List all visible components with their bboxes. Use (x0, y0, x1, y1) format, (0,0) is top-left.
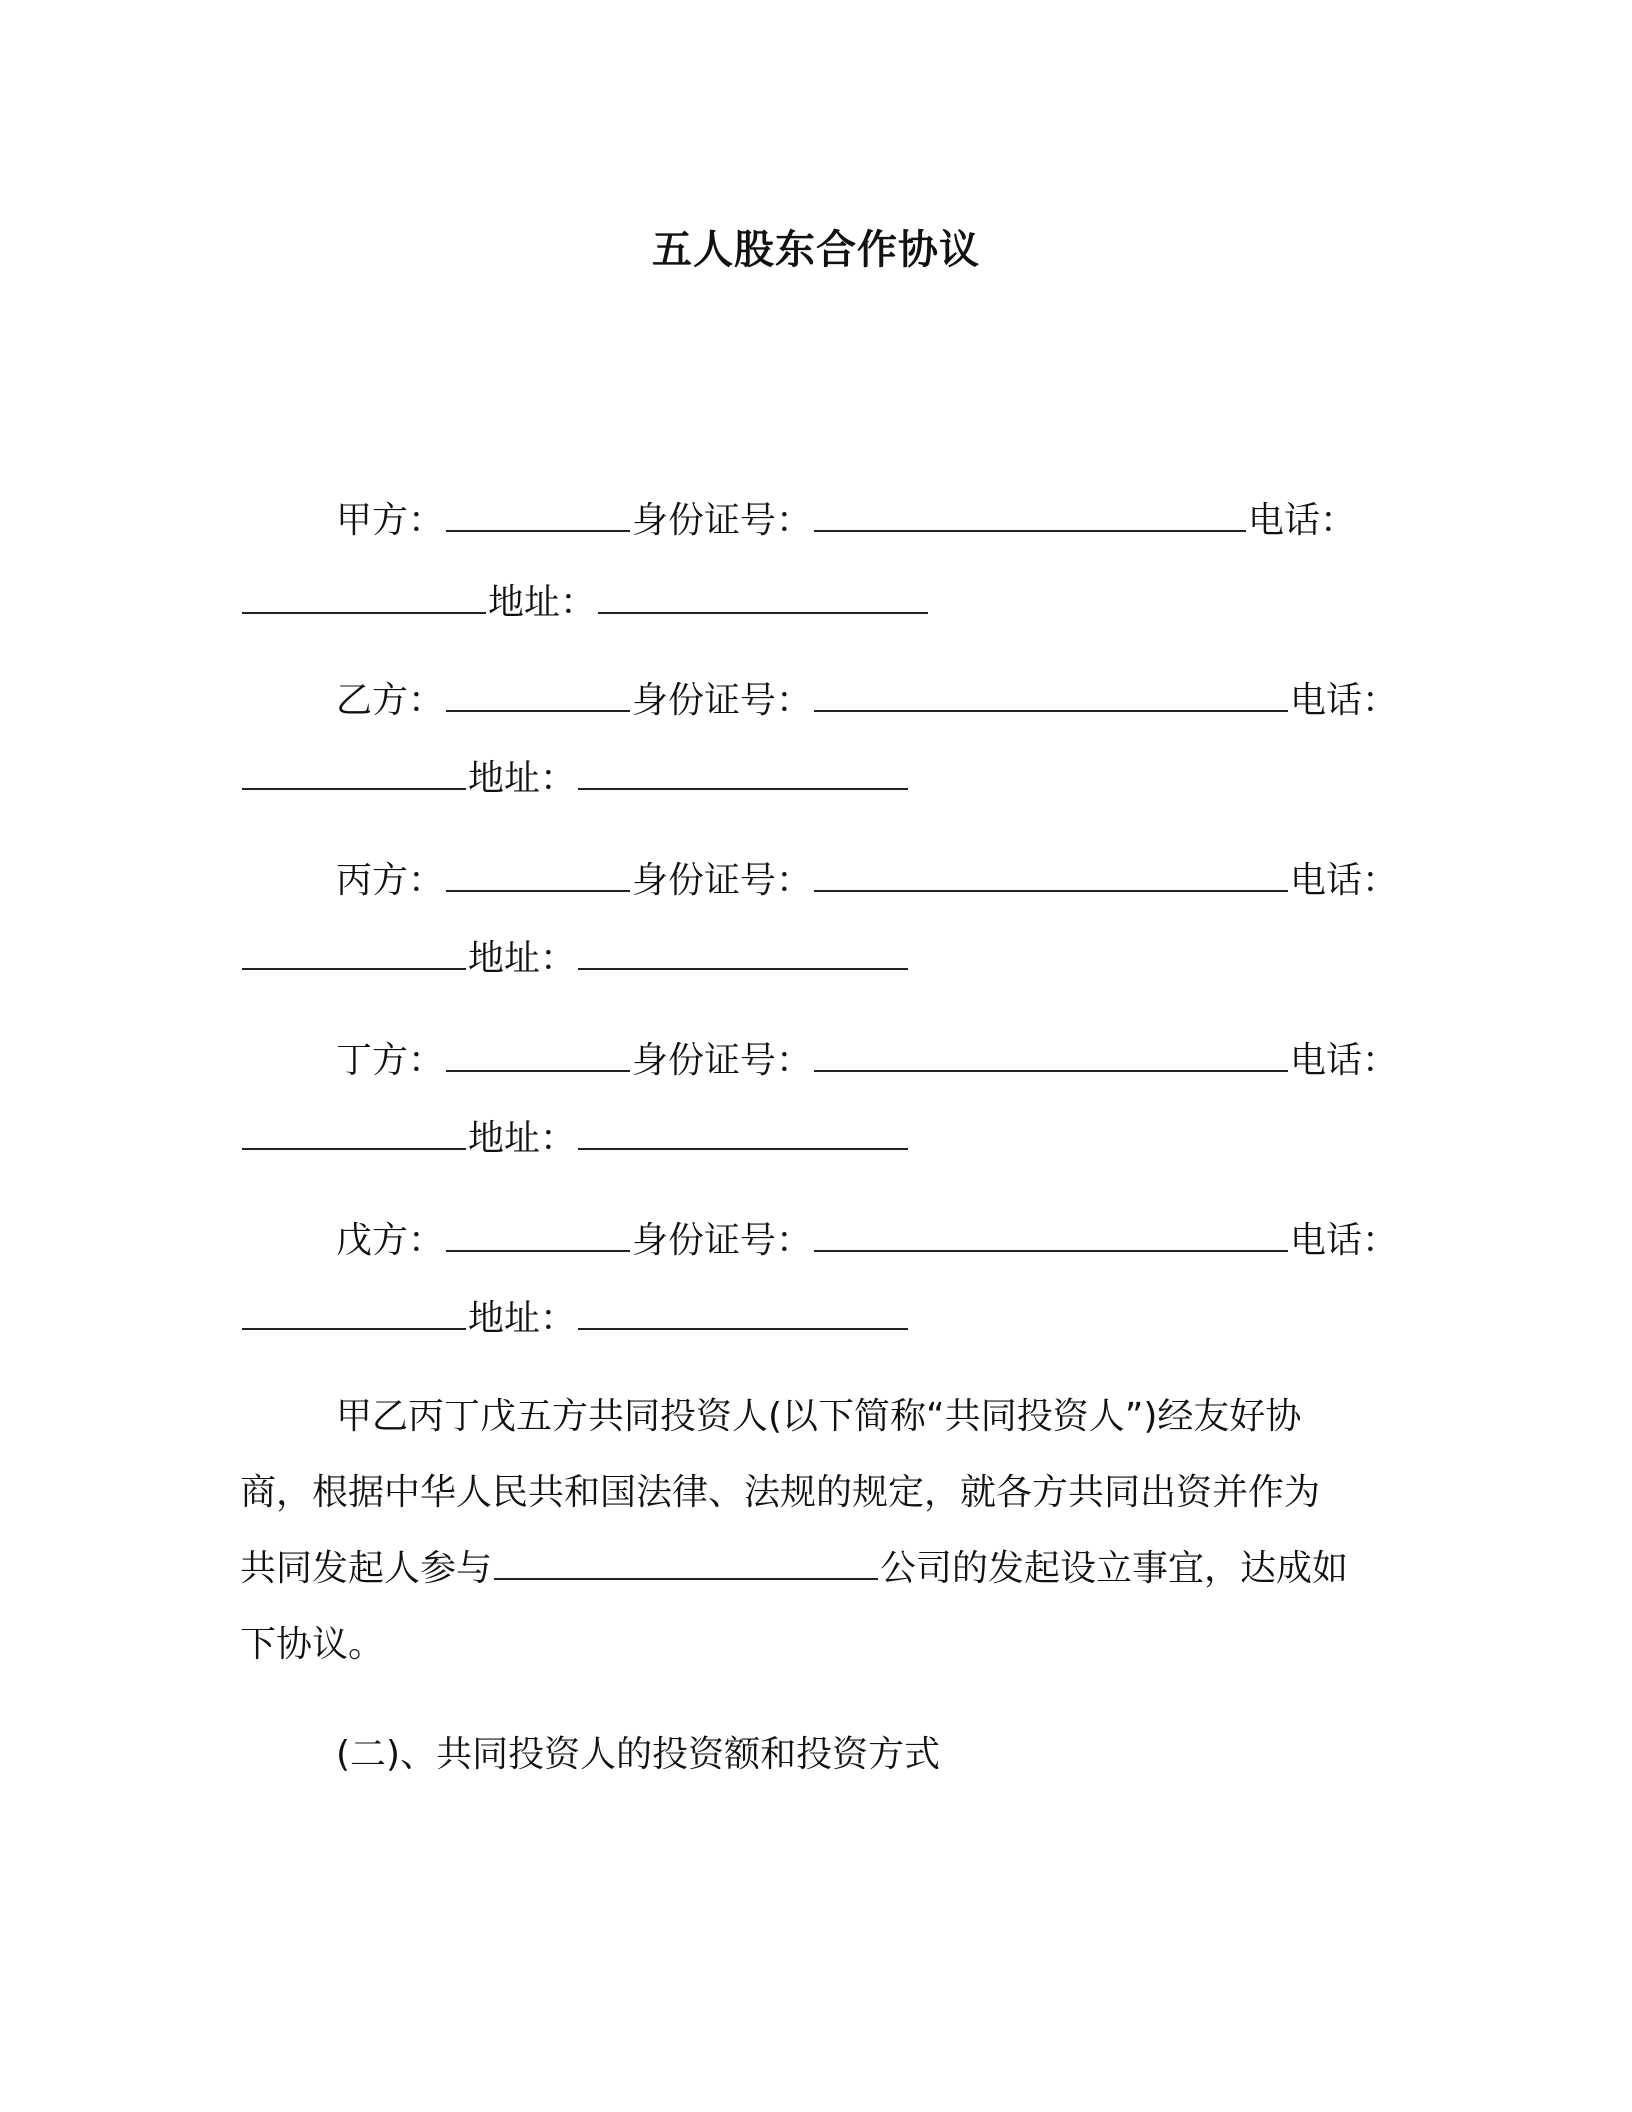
party-d-name-blank[interactable] (446, 1036, 630, 1072)
party-b-line1 (240, 676, 1516, 726)
preamble-line-3-before: 共同发起人参与 (240, 1548, 493, 1589)
party-a-line2 (240, 578, 1420, 628)
party-e-name-blank[interactable] (446, 1216, 630, 1252)
party-a-label: 甲方： (336, 500, 445, 541)
party-d-address-label: 地址： (468, 1118, 577, 1159)
preamble-line-3-after: 公司的发起设立事宜，达成如 (880, 1548, 1349, 1589)
party-b-address-blank[interactable] (578, 754, 908, 790)
party-c-name-blank[interactable] (446, 856, 630, 892)
party-b-name-blank[interactable] (446, 676, 630, 712)
party-c-line2 (240, 934, 1420, 984)
company-name-blank[interactable] (494, 1544, 878, 1580)
party-a-phone-label: 电话： (1248, 500, 1357, 541)
party-e-address-blank[interactable] (578, 1294, 908, 1330)
party-e-id-label: 身份证号： (632, 1220, 813, 1261)
party-d-id-blank[interactable] (814, 1036, 1288, 1072)
party-e-label: 戊方： (336, 1220, 445, 1261)
party-d-label: 丁方： (336, 1040, 445, 1081)
party-e-phone-blank[interactable] (242, 1294, 466, 1330)
party-d-phone-blank[interactable] (242, 1114, 466, 1150)
party-c-address-label: 地址： (468, 938, 577, 979)
party-a-line1 (240, 496, 1516, 546)
party-c-line1 (240, 856, 1516, 906)
party-a-id-label: 身份证号： (632, 500, 813, 541)
party-c-phone-label: 电话： (1290, 860, 1399, 901)
party-b-id-label: 身份证号： (632, 680, 813, 721)
party-d-address-blank[interactable] (578, 1114, 908, 1150)
party-b-line2 (240, 754, 1420, 804)
party-e-id-blank[interactable] (814, 1216, 1288, 1252)
party-c-phone-blank[interactable] (242, 934, 466, 970)
party-e-phone-label: 电话： (1290, 1220, 1399, 1261)
party-c-address-blank[interactable] (578, 934, 908, 970)
party-c-id-blank[interactable] (814, 856, 1288, 892)
party-e-line1 (240, 1216, 1516, 1266)
document-title: 五人股东合作协议 (652, 227, 980, 273)
party-a-name-blank[interactable] (446, 496, 630, 532)
party-a-address-blank[interactable] (598, 578, 928, 614)
party-b-id-blank[interactable] (814, 676, 1288, 712)
party-a-phone-blank[interactable] (242, 578, 486, 614)
party-c-label: 丙方： (336, 860, 445, 901)
preamble-line-3 (240, 1544, 1420, 1594)
party-b-address-label: 地址： (468, 758, 577, 799)
party-a-id-blank[interactable] (814, 496, 1246, 532)
party-d-phone-label: 电话： (1290, 1040, 1399, 1081)
party-b-phone-label: 电话： (1290, 680, 1399, 721)
party-e-line2 (240, 1294, 1420, 1344)
party-a-address-label: 地址： (488, 582, 597, 623)
preamble-line-4: 下协议。 (240, 1624, 385, 1665)
party-d-line1 (240, 1036, 1516, 1086)
party-e-address-label: 地址： (468, 1298, 577, 1339)
party-c-id-label: 身份证号： (632, 860, 813, 901)
preamble-line-2: 商，根据中华人民共和国法律、法规的规定，就各方共同出资并作为 (240, 1472, 1321, 1513)
party-b-label: 乙方： (336, 680, 445, 721)
party-d-id-label: 身份证号： (632, 1040, 813, 1081)
party-b-phone-blank[interactable] (242, 754, 466, 790)
preamble-line-1: 甲乙丙丁戊五方共同投资人(以下简称“共同投资人”)经友好协 (336, 1396, 1302, 1437)
party-d-line2 (240, 1114, 1420, 1164)
section-heading: (二)、共同投资人的投资额和投资方式 (336, 1734, 941, 1775)
